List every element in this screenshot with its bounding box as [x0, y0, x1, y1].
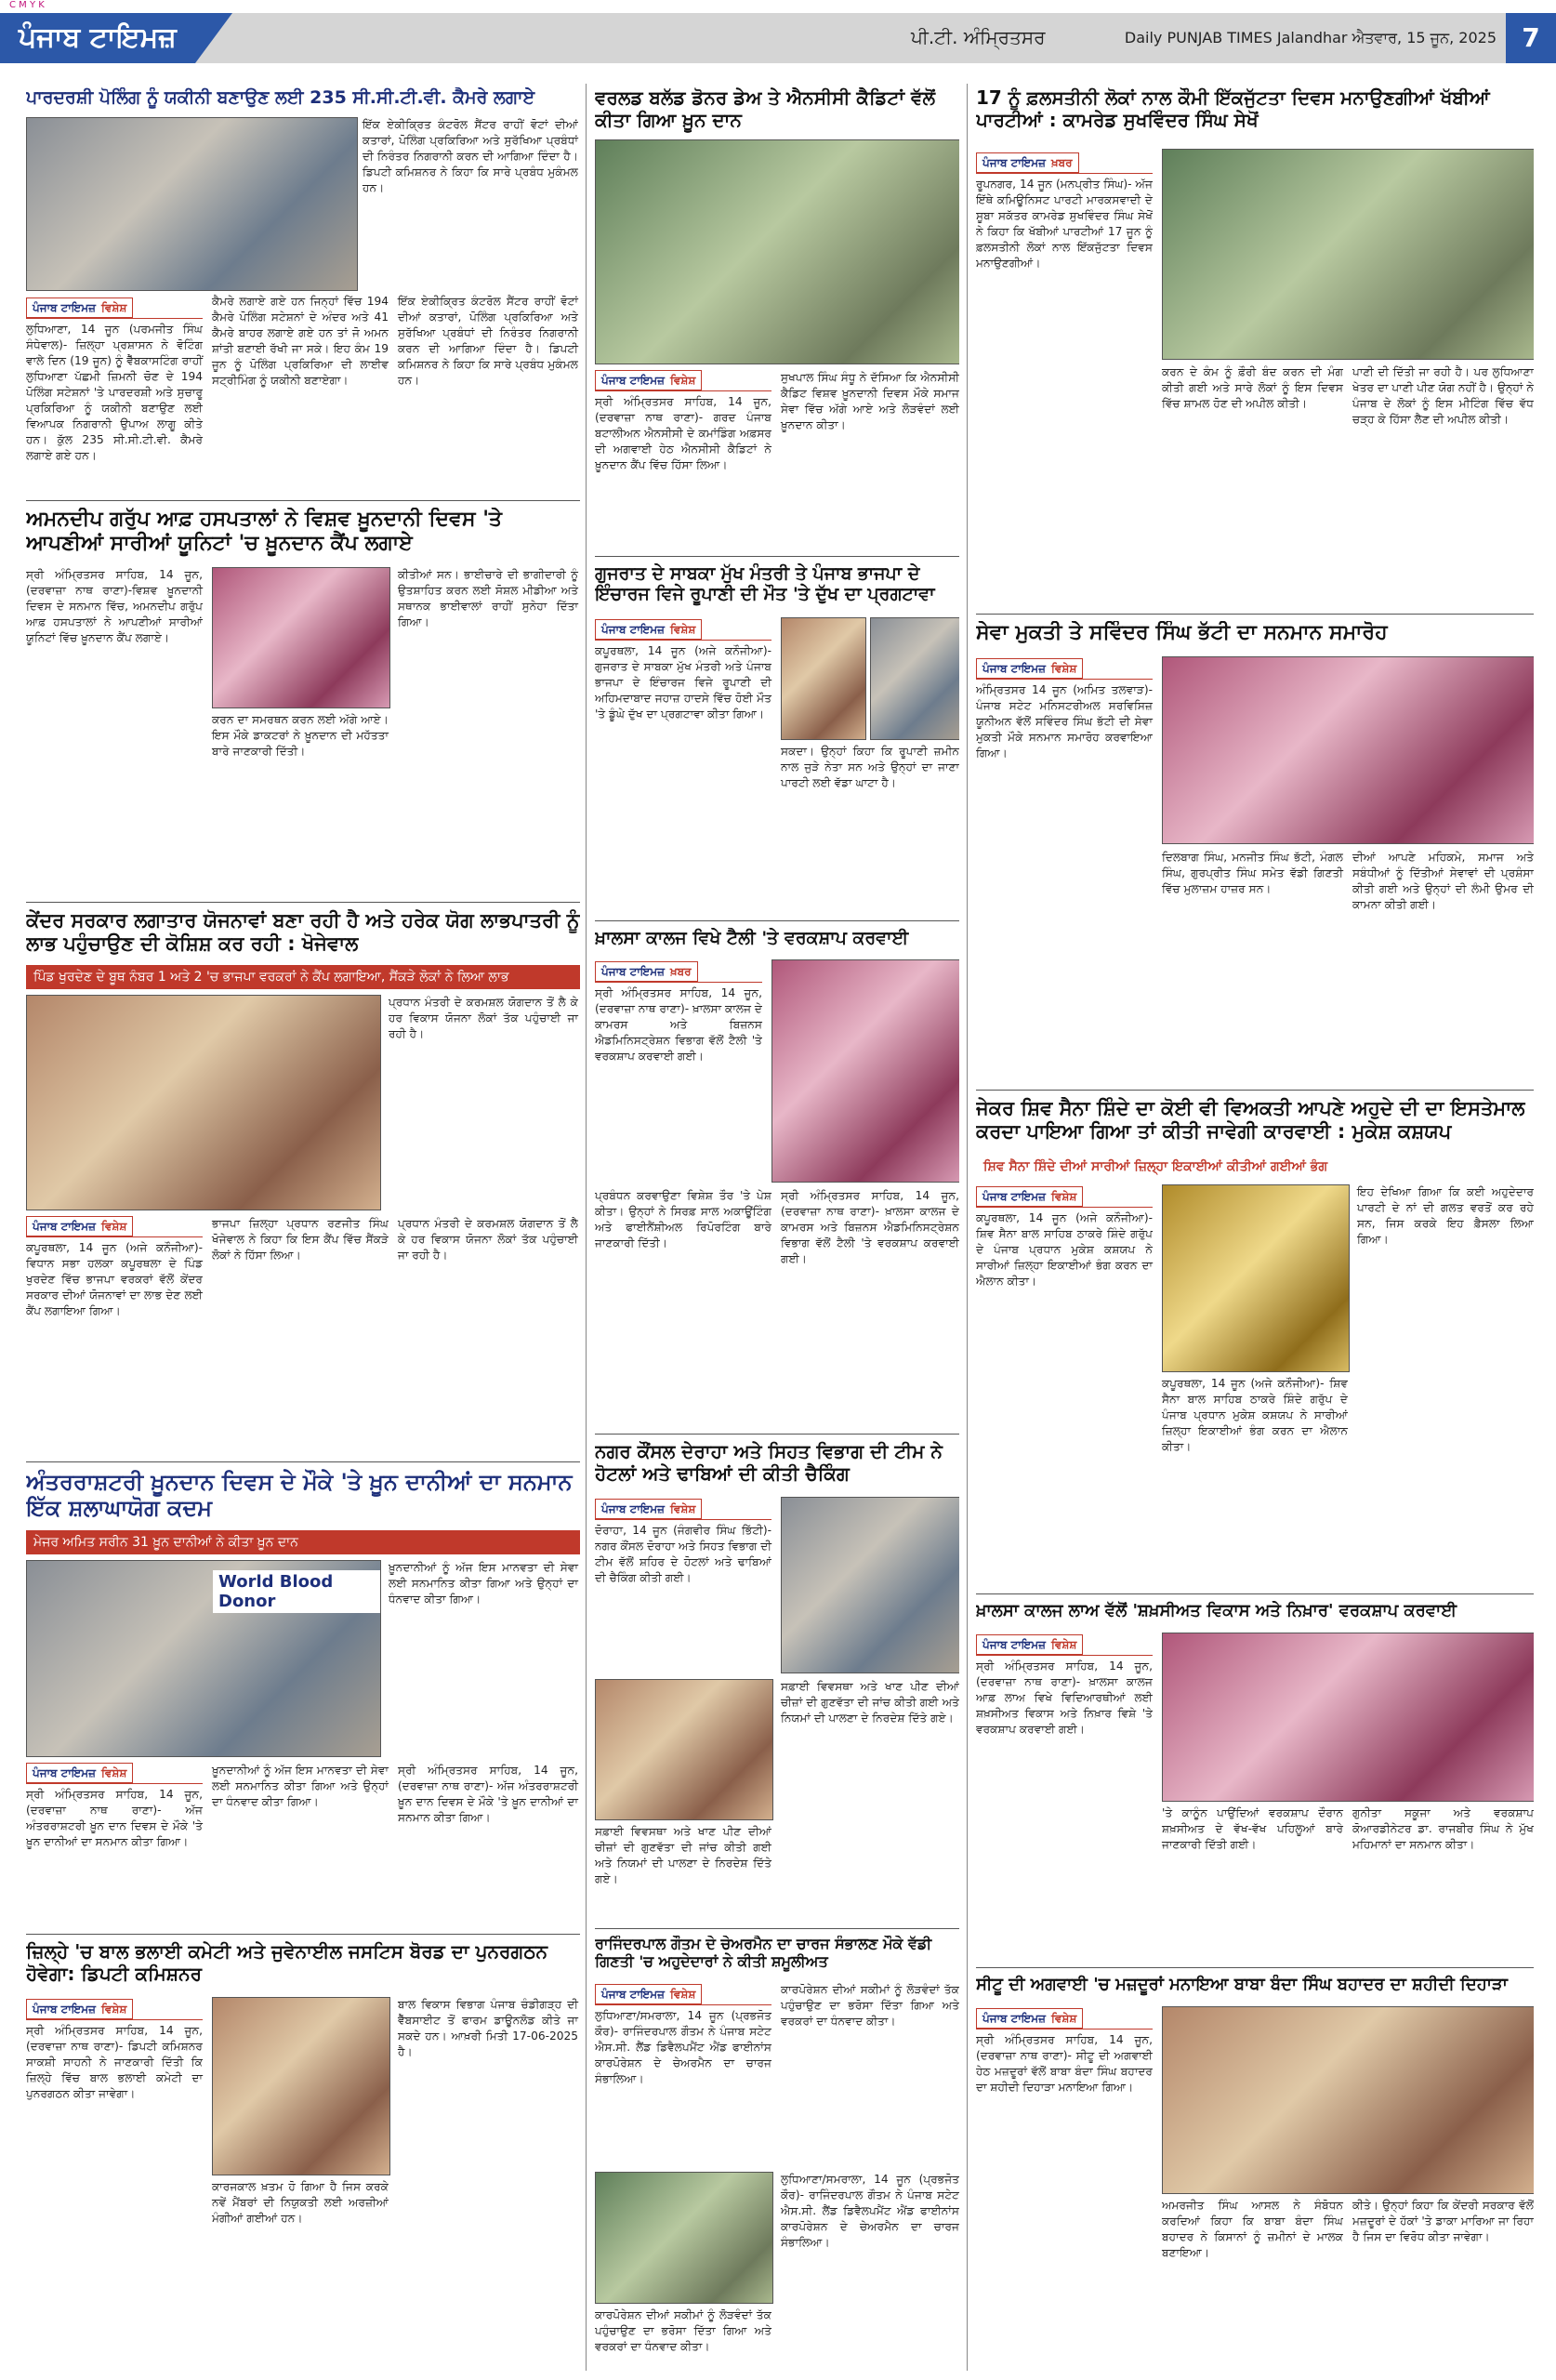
photo-vijay-rupani [781, 617, 866, 740]
story-text: ਸ੍ਰੀ ਅੰਮ੍ਰਿਤਸਰ ਸਾਹਿਬ, 14 ਜੂਨ, (ਦਰਵਾਜ਼ਾ ਨਾਥ ਰਾਣਾ)-ਵਿਸ਼ਵ ਖ਼ੂਨਦਾਨੀ ਦਿਵਸ ਦੇ ਸਨਮਾਨ ਵਿੱਚ, ਅਮਨਦੀਪ ਗਰੁੱਪ ਆਫ਼ ਹਸਪਤਾਲਾਂ ਨੇ ਆਪਣੀਆਂ ਸਾਰੀਆਂ ਯੂਨਿਟਾਂ ਵਿੱਚ ਖ਼ੂਨਦਾਨ ਕੈਂਪ ਲਗਾਏ। [26, 568, 203, 644]
tag-paper: ਪੰਜਾਬ ਟਾਇਮਜ਼ [982, 1638, 1046, 1651]
headline: ਜੇਕਰ ਸ਼ਿਵ ਸੈਨਾ ਸ਼ਿੰਦੇ ਦਾ ਕੋਈ ਵੀ ਵਿਅਕਤੀ ਆਪਣੇ ਅਹੁਦੇ ਦੀ ਦਾ ਇਸਤੇਮਾਲ ਕਰਦਾ ਪਾਇਆ ਗਿਆ ਤਾਂ ਕੀਤੀ ਜਾਵੇਗੀ ਕਾਰਵਾਈ : ਮੁਕੇਸ਼ ਕਸ਼ਯਪ [976, 1097, 1525, 1143]
subheadline: ਮੇਜਰ ਅਮਿਤ ਸਰੀਨ 31 ਖ਼ੂਨ ਦਾਨੀਆਂ ਨੇ ਕੀਤਾ ਖ਼ੂਨ ਦਾਨ [26, 1530, 580, 1554]
story-text: ਸਫ਼ਾਈ ਵਿਵਸਥਾ ਅਤੇ ਖਾਣ ਪੀਣ ਦੀਆਂ ਚੀਜ਼ਾਂ ਦੀ ਗੁਣਵੱਤਾ ਦੀ ਜਾਂਚ ਕੀਤੀ ਗਈ ਅਤੇ ਨਿਯਮਾਂ ਦੀ ਪਾਲਣਾ ਦੇ ਨਿਰਦੇਸ਼ ਦਿੱਤੇ ਗਏ। [781, 1680, 959, 1725]
byline-tag [26, 298, 203, 319]
story-text: ਇੱਕ ਏਕੀਕ੍ਰਿਤ ਕੰਟਰੋਲ ਸੈਂਟਰ ਰਾਹੀਂ ਵੋਟਾਂ ਦੀਆਂ ਕਤਾਰਾਂ, ਪੋਲਿੰਗ ਪ੍ਰਕਿਰਿਆ ਅਤੇ ਸੁਰੱਖਿਆ ਪ੍ਰਬੰਧਾਂ ਦੀ ਨਿਰੰਤਰ ਨਿਗਰਾਨੀ ਕਰਨ ਦੀ ਆਗਿਆ ਦਿੰਦਾ ਹੈ। ਡਿਪਟੀ ਕਮਿਸ਼ਨਰ ਨੇ ਕਿਹਾ ਕਿ ਸਾਰੇ ਪ੍ਰਬੰਧ ਮੁਕੰਮਲ ਹਨ। [398, 295, 578, 387]
story-gujarat [595, 563, 959, 917]
dateline: Daily PUNJAB TIMES Jalandhar ਐਤਵਾਰ, 15 ਜੂਨ, 2025 [1115, 13, 1506, 63]
byline-tag [976, 152, 1153, 174]
story-text: ਕਪੂਰਥਲਾ, 14 ਜੂਨ (ਅਜੇ ਕਨੌਜੀਆ)- ਵਿਧਾਨ ਸਭਾ ਹਲਕਾ ਕਪੂਰਥਲਾ ਦੇ ਪਿੰਡ ਖੁਰਦੇਣ ਵਿੱਚ ਭਾਜਪਾ ਵਰਕਰਾਂ ਵੱਲੋਂ ਕੇਂਦਰ ਸਰਕਾਰ ਦੀਆਂ ਯੋਜਨਾਵਾਂ ਦਾ ਲਾਭ ਦੇਣ ਲਈ ਕੈਂਪ ਲਗਾਇਆ ਗਿਆ। [26, 1241, 203, 1317]
story-text: ਲੁਧਿਆਣਾ, 14 ਜੂਨ (ਪਰਮਜੀਤ ਸਿੰਘ ਸੰਧੇਵਾਲ)- ਜ਼ਿਲ੍ਹਾ ਪ੍ਰਸ਼ਾਸਨ ਨੇ ਵੋਟਿੰਗ ਵਾਲੇ ਦਿਨ (19 ਜੂਨ) ਨੂੰ ਵੈੱਬਕਾਸਟਿੰਗ ਰਾਹੀਂ ਲੁਧਿਆਣਾ ਪੱਛਮੀ ਜ਼ਿਮਨੀ ਚੋਣ ਦੇ 194 ਪੋਲਿੰਗ ਸਟੇਸ਼ਨਾਂ 'ਤੇ ਪਾਰਦਰਸ਼ੀ ਅਤੇ ਸੁਚਾਰੂ ਪ੍ਰਕਿਰਿਆ ਨੂੰ ਯਕੀਨੀ ਬਣਾਉਣ ਲਈ ਵਿਆਪਕ ਨਿਗਰਾਨੀ ਉਪਾਅ ਲਾਗੂ ਕੀਤੇ ਹਨ। ਕੁੱਲ 235 ਸੀ.ਸੀ.ਟੀ.ਵੀ. ਕੈਮਰੇ ਲਗਾਏ ਗਏ ਹਨ। [26, 323, 203, 462]
headline: ਗੁਜਰਾਤ ਦੇ ਸਾਬਕਾ ਮੁੱਖ ਮੰਤਰੀ ਤੇ ਪੰਜਾਬ ਭਾਜਪਾ ਦੇ ਇੰਚਾਰਜ ਵਿਜੇ ਰੂਪਾਣੀ ਦੀ ਮੌਤ 'ਤੇ ਦੁੱਖ ਦਾ ਪ੍ਰਗਟਾਵਾ [595, 563, 935, 605]
story-text: ਪ੍ਰਬੰਧਨ ਕਰਵਾਉਣਾ ਵਿਸ਼ੇਸ਼ ਤੌਰ 'ਤੇ ਪੇਸ਼ ਕੀਤਾ। ਉਨ੍ਹਾਂ ਨੇ ਸਿਰਫ਼ ਸਾਲ ਅਕਾਊਂਟਿੰਗ ਅਤੇ ਫਾਈਨੈਂਸ਼ੀਅਲ ਰਿਪੋਰਟਿੰਗ ਬਾਰੇ ਜਾਣਕਾਰੀ ਦਿੱਤੀ। [595, 1189, 771, 1250]
divider [976, 1593, 1534, 1594]
subheadline: ਸ਼ਿਵ ਸੈਨਾ ਸ਼ਿੰਦੇ ਦੀਆਂ ਸਾਰੀਆਂ ਜ਼ਿਲ੍ਹਾ ਇਕਾਈਆਂ ਕੀਤੀਆਂ ਗਈਆਂ ਭੰਗ [976, 1155, 1534, 1179]
story-text: ਦੋਰਾਹਾ, 14 ਜੂਨ (ਜੰਗਵੀਰ ਸਿੰਘ ਭਿੱਟੀ)- ਨਗਰ ਕੌਂਸਲ ਦੋਰਾਹਾ ਅਤੇ ਸਿਹਤ ਵਿਭਾਗ ਦੀ ਟੀਮ ਵੱਲੋਂ ਸ਼ਹਿਰ ਦੇ ਹੋਟਲਾਂ ਅਤੇ ਢਾਬਿਆਂ ਦੀ ਚੈਕਿੰਗ ਕੀਤੀ ਗਈ। [595, 1524, 771, 1584]
masthead [0, 13, 1556, 63]
tag-news: ਖ਼ਬਰ [669, 965, 692, 978]
banner-text: World Blood Donor [213, 1570, 380, 1613]
story-text: ਸਫ਼ਾਈ ਵਿਵਸਥਾ ਅਤੇ ਖਾਣ ਪੀਣ ਦੀਆਂ ਚੀਜ਼ਾਂ ਦੀ ਗੁਣਵੱਤਾ ਦੀ ਜਾਂਚ ਕੀਤੀ ਗਈ ਅਤੇ ਨਿਯਮਾਂ ਦੀ ਪਾਲਣਾ ਦੇ ਨਿਰਦੇਸ਼ ਦਿੱਤੇ ਗਏ। [595, 1825, 771, 1885]
story-text: ਲੁਧਿਆਣਾ/ਸਮਰਾਲਾ, 14 ਜੂਨ (ਪ੍ਰਭਜੋਤ ਕੌਰ)- ਰਾਜਿੰਦਰਪਾਲ ਗੌਤਮ ਨੇ ਪੰਜਾਬ ਸਟੇਟ ਐਸ.ਸੀ. ਲੈਂਡ ਡਿਵੈਲਪਮੈਂਟ ਐਂਡ ਫਾਈਨਾਂਸ ਕਾਰਪੋਰੇਸ਼ਨ ਦੇ ਚੇਅਰਮੈਨ ਦਾ ਚਾਰਜ ਸੰਭਾਲਿਆ। [781, 2173, 959, 2249]
tag-special: ਵਿਸ਼ੇਸ਼ [669, 374, 696, 387]
headline: ਵਰਲਡ ਬਲੱਡ ਡੋਨਰ ਡੇਅ ਤੇ ਐਨਸੀਸੀ ਕੈਡਿਟਾਂ ਵੱਲੋਂ ਕੀਤਾ ਗਿਆ ਖ਼ੂਨ ਦਾਨ [595, 87, 935, 131]
tag-paper: ਪੰਜਾਬ ਟਾਇਮਜ਼ [982, 662, 1046, 675]
story-text: ਸ੍ਰੀ ਅੰਮ੍ਰਿਤਸਰ ਸਾਹਿਬ, 14 ਜੂਨ, (ਦਰਵਾਜ਼ਾ ਨਾਥ ਰਾਣਾ)- ਸੀਟੂ ਦੀ ਅਗਵਾਈ ਹੇਠ ਮਜ਼ਦੂਰਾਂ ਵੱਲੋਂ ਬਾਬਾ ਬੰਦਾ ਸਿੰਘ ਬਹਾਦਰ ਦਾ ਸ਼ਹੀਦੀ ਦਿਹਾੜਾ ਮਨਾਇਆ ਗਿਆ। [976, 2033, 1153, 2094]
divider [595, 1928, 959, 1929]
tag-special: ਵਿਸ਼ੇਸ਼ [1050, 1638, 1077, 1651]
tag-news: ਖ਼ਬਰ [1050, 156, 1073, 169]
story-text: ਲੁਧਿਆਣਾ/ਸਮਰਾਲਾ, 14 ਜੂਨ (ਪ੍ਰਭਜੋਤ ਕੌਰ)- ਰਾਜਿੰਦਰਪਾਲ ਗੌਤਮ ਨੇ ਪੰਜਾਬ ਸਟੇਟ ਐਸ.ਸੀ. ਲੈਂਡ ਡਿਵੈਲਪਮੈਂਟ ਐਂਡ ਫਾਈਨਾਂਸ ਕਾਰਪੋਰੇਸ਼ਨ ਦੇ ਚੇਅਰਮੈਨ ਦਾ ਚਾਰਜ ਸੰਭਾਲਿਆ। [595, 2009, 771, 2085]
story-text: ਕੀਤੇ। ਉਨ੍ਹਾਂ ਕਿਹਾ ਕਿ ਕੇਂਦਰੀ ਸਰਕਾਰ ਵੱਲੋਂ ਮਜ਼ਦੂਰਾਂ ਦੇ ਹੱਕਾਂ 'ਤੇ ਡਾਕਾ ਮਾਰਿਆ ਜਾ ਰਿਹਾ ਹੈ ਜਿਸ ਦਾ ਵਿਰੋਧ ਕੀਤਾ ਜਾਵੇਗਾ। [1352, 2199, 1534, 2243]
photo-law-workshop [1162, 1633, 1534, 1802]
story-text: ਦਿਲਬਾਗ ਸਿੰਘ, ਮਨਜੀਤ ਸਿੰਘ ਭੱਟੀ, ਮੰਗਲ ਸਿੰਘ, ਗੁਰਪ੍ਰੀਤ ਸਿੰਘ ਸਮੇਤ ਵੱਡੀ ਗਿਣਤੀ ਵਿੱਚ ਮੁਲਾਜ਼ਮ ਹਾਜ਼ਰ ਸਨ। [1162, 851, 1343, 895]
story-palestine [976, 87, 1534, 608]
tag-paper: ਪੰਜਾਬ ਟਾਇਮਜ਼ [33, 2003, 96, 2016]
story-text: ਗੁਨੀਤਾ ਸਕੂਜਾ ਅਤੇ ਵਰਕਸ਼ਾਪ ਕੋਆਰਡੀਨੇਟਰ ਡਾ. ਰਾਜਬੀਰ ਸਿੰਘ ਨੇ ਮੁੱਖ ਮਹਿਮਾਨਾਂ ਦਾ ਸਨਮਾਨ ਕੀਤਾ। [1352, 1806, 1534, 1851]
tag-paper: ਪੰਜਾਬ ਟਾਇਮਜ਼ [33, 1766, 96, 1779]
tag-paper: ਪੰਜਾਬ ਟਾਇਮਜ਼ [601, 623, 665, 636]
tag-special: ਵਿਸ਼ੇਸ਼ [100, 301, 127, 314]
photo-ncc-cadets [595, 139, 959, 364]
story-amandeep [26, 508, 580, 898]
story-text: ਬਾਲ ਵਿਕਾਸ ਵਿਭਾਗ ਪੰਜਾਬ ਚੰਡੀਗੜ੍ਹ ਦੀ ਵੈੱਬਸਾਈਟ ਤੋਂ ਫਾਰਮ ਡਾਊਨਲੋਡ ਕੀਤੇ ਜਾ ਸਕਦੇ ਹਨ। ਆਖ਼ਰੀ ਮਿਤੀ 17-06-2025 ਹੈ। [398, 1998, 578, 2058]
divider [595, 556, 959, 557]
masthead-band [195, 13, 1115, 63]
story-text: ਇੱਕ ਏਕੀਕ੍ਰਿਤ ਕੰਟਰੋਲ ਸੈਂਟਰ ਰਾਹੀਂ ਵੋਟਾਂ ਦੀਆਂ ਕਤਾਰਾਂ, ਪੋਲਿੰਗ ਪ੍ਰਕਿਰਿਆ ਅਤੇ ਸੁਰੱਖਿਆ ਪ੍ਰਬੰਧਾਂ ਦੀ ਨਿਰੰਤਰ ਨਿਗਰਾਨੀ ਕਰਨ ਦੀ ਆਗਿਆ ਦਿੰਦਾ ਹੈ। ਡਿਪਟੀ ਕਮਿਸ਼ਨਰ ਨੇ ਕਿਹਾ ਕਿ ਸਾਰੇ ਪ੍ਰਬੰਧ ਮੁਕੰਮਲ ਹਨ। [363, 118, 578, 194]
photo-tally-workshop [771, 959, 959, 1183]
tag-paper: ਪੰਜਾਬ ਟਾਇਮਜ਼ [982, 156, 1046, 169]
photo-blood-donor-honour [26, 1560, 381, 1757]
story-text: ਕਰਨ ਦਾ ਸਮਰਥਨ ਕਰਨ ਲਈ ਅੱਗੇ ਆਏ। ਇਸ ਮੌਕੇ ਡਾਕਟਰਾਂ ਨੇ ਖ਼ੂਨਦਾਨ ਦੀ ਮਹੱਤਤਾ ਬਾਰੇ ਜਾਣਕਾਰੀ ਦਿੱਤੀ। [212, 713, 389, 758]
tag-paper: ਪੰਜਾਬ ਟਾਇਮਜ਼ [33, 301, 96, 314]
byline-tag [976, 1186, 1153, 1208]
byline-tag [26, 1999, 203, 2020]
story-text: ਸਕਦਾ। ਉਨ੍ਹਾਂ ਕਿਹਾ ਕਿ ਰੂਪਾਣੀ ਜ਼ਮੀਨ ਨਾਲ ਜੁੜੇ ਨੇਤਾ ਸਨ ਅਤੇ ਉਨ੍ਹਾਂ ਦਾ ਜਾਣਾ ਪਾਰਟੀ ਲਈ ਵੱਡਾ ਘਾਟਾ ਹੈ। [781, 745, 959, 789]
story-nagar-council [595, 1441, 959, 1924]
story-text: ਦੀਆਂ ਆਪਣੇ ਮਹਿਕਮੇ, ਸਮਾਜ ਅਤੇ ਸਬੰਧੀਆਂ ਨੂੰ ਦਿੱਤੀਆਂ ਸੇਵਾਵਾਂ ਦੀ ਪ੍ਰਸ਼ੰਸਾ ਕੀਤੀ ਗਈ ਅਤੇ ਉਨ੍ਹਾਂ ਦੀ ਲੰਮੀ ਉਮਰ ਦੀ ਕਾਮਨਾ ਕੀਤੀ ਗਈ। [1352, 851, 1534, 911]
story-text: ਕਾਰਪੋਰੇਸ਼ਨ ਦੀਆਂ ਸਕੀਮਾਂ ਨੂੰ ਲੋੜਵੰਦਾਂ ਤੱਕ ਪਹੁੰਚਾਉਣ ਦਾ ਭਰੋਸਾ ਦਿੱਤਾ ਗਿਆ ਅਤੇ ਵਰਕਰਾਂ ਦਾ ਧੰਨਵਾਦ ਕੀਤਾ। [781, 1983, 959, 2028]
byline-tag [976, 1634, 1153, 1656]
story-text: ਕਾਰਜਕਾਲ ਖ਼ਤਮ ਹੋ ਗਿਆ ਹੈ ਜਿਸ ਕਰਕੇ ਨਵੇਂ ਮੈਂਬਰਾਂ ਦੀ ਨਿਯੁਕਤੀ ਲਈ ਅਰਜ਼ੀਆਂ ਮੰਗੀਆਂ ਗਈਆਂ ਹਨ। [212, 2180, 389, 2225]
tag-paper: ਪੰਜਾਬ ਟਾਇਮਜ਼ [601, 1988, 665, 2001]
photo-deputy-commissioner [212, 1997, 390, 2175]
story-text: ਕੀਤੀਆਂ ਸਨ। ਭਾਈਚਾਰੇ ਦੀ ਭਾਗੀਦਾਰੀ ਨੂੰ ਉਤਸ਼ਾਹਿਤ ਕਰਨ ਲਈ ਸੋਸ਼ਲ ਮੀਡੀਆ ਅਤੇ ਸਥਾਨਕ ਭਾਈਵਾਲਾਂ ਰਾਹੀਂ ਸੁਨੇਹਾ ਦਿੱਤਾ ਗਿਆ। [398, 568, 578, 628]
divider [595, 1434, 959, 1435]
headline: ਜ਼ਿਲ੍ਹੇ 'ਚ ਬਾਲ ਭਲਾਈ ਕਮੇਟੀ ਅਤੇ ਜੁਵੇਨਾਈਲ ਜਸਟਿਸ ਬੋਰਡ ਦਾ ਪੁਨਰਗਠਨ ਹੋਵੇਗਾ: ਡਿਪਟੀ ਕਮਿਸ਼ਨਰ [26, 1941, 547, 1985]
divider [26, 902, 580, 903]
tag-paper: ਪੰਜਾਬ ਟਾਇਮਜ਼ [601, 374, 665, 387]
divider [26, 1934, 580, 1935]
story-ncc-blood [595, 87, 959, 552]
tag-special: ਵਿਸ਼ੇਸ਼ [1050, 2012, 1077, 2025]
byline-tag [595, 961, 762, 983]
tag-special: ਵਿਸ਼ੇਸ਼ [669, 1988, 696, 2001]
story-text: ਕਪੂਰਥਲਾ, 14 ਜੂਨ (ਅਜੇ ਕਨੌਜੀਆ)- ਸ਼ਿਵ ਸੈਨਾ ਬਾਲ ਸਾਹਿਬ ਠਾਕਰੇ ਸ਼ਿੰਦੇ ਗਰੁੱਪ ਦੇ ਪੰਜਾਬ ਪ੍ਰਧਾਨ ਮੁਕੇਸ਼ ਕਸ਼ਯਪ ਨੇ ਸਾਰੀਆਂ ਜ਼ਿਲ੍ਹਾ ਇਕਾਈਆਂ ਭੰਗ ਕਰਨ ਦਾ ਐਲਾਨ ਕੀਤਾ। [1162, 1377, 1348, 1453]
byline-tag [595, 619, 771, 641]
edition-city: ਪੀ.ਟੀ. ਅੰਮ੍ਰਿਤਸਰ [911, 26, 1046, 48]
headline: ਨਗਰ ਕੌਂਸਲ ਦੇਰਾਹਾ ਅਤੇ ਸਿਹਤ ਵਿਭਾਗ ਦੀ ਟੀਮ ਨੇ ਹੋਟਲਾਂ ਅਤੇ ਢਾਬਿਆਂ ਦੀ ਕੀਤੀ ਚੈਕਿੰਗ [595, 1441, 943, 1485]
story-text: ਸੁਖਪਾਲ ਸਿੰਘ ਸੰਧੂ ਨੇ ਦੱਸਿਆ ਕਿ ਐਨਸੀਸੀ ਕੈਡਿਟ ਵਿਸ਼ਵ ਖ਼ੂਨਦਾਨੀ ਦਿਵਸ ਮੌਕੇ ਸਮਾਜ ਸੇਵਾ ਵਿੱਚ ਅੱਗੇ ਆਏ ਅਤੇ ਲੋੜਵੰਦਾਂ ਲਈ ਖ਼ੂਨਦਾਨ ਕੀਤਾ। [781, 371, 959, 431]
divider [976, 614, 1534, 615]
photo-blood-camp [212, 567, 390, 708]
byline-tag [976, 658, 1153, 680]
story-child-welfare [26, 1941, 580, 2373]
story-cctv [26, 87, 580, 496]
newspaper-logo: ਪੰਜਾਬ ਟਾਇਮਜ਼ [0, 13, 195, 63]
story-text: ਕਪੂਰਥਲਾ, 14 ਜੂਨ (ਅਜੇ ਕਨੌਜੀਆ)- ਗੁਜਰਾਤ ਦੇ ਸਾਬਕਾ ਮੁੱਖ ਮੰਤਰੀ ਅਤੇ ਪੰਜਾਬ ਭਾਜਪਾ ਦੇ ਇੰਚਾਰਜ ਵਿਜੇ ਰੂਪਾਣੀ ਦੀ ਅਹਿਮਦਾਬਾਦ ਜਹਾਜ਼ ਹਾਦਸੇ ਵਿੱਚ ਹੋਈ ਮੌਤ 'ਤੇ ਡੂੰਘੇ ਦੁੱਖ ਦਾ ਪ੍ਰਗਟਾਵਾ ਕੀਤਾ ਗਿਆ। [595, 644, 771, 721]
story-text: ਪ੍ਰਧਾਨ ਮੰਤਰੀ ਦੇ ਕਰਮਸ਼ਲ ਯੋਗਦਾਨ ਤੋਂ ਲੈ ਕੇ ਹਰ ਵਿਕਾਸ ਯੋਜਨਾ ਲੋਕਾਂ ਤੱਕ ਪਹੁੰਚਾਈ ਜਾ ਰਹੀ ਹੈ। [389, 996, 578, 1040]
photo-citu-rally [1162, 2006, 1534, 2194]
story-text: ਸ੍ਰੀ ਅੰਮ੍ਰਿਤਸਰ ਸਾਹਿਬ, 14 ਜੂਨ, (ਦਰਵਾਜ਼ਾ ਨਾਥ ਰਾਣਾ)- ਡਿਪਟੀ ਕਮਿਸ਼ਨਰ ਸਾਕਸ਼ੀ ਸਾਹਨੀ ਨੇ ਜਾਣਕਾਰੀ ਦਿੱਤੀ ਕਿ ਜ਼ਿਲ੍ਹੇ ਵਿੱਚ ਬਾਲ ਭਲਾਈ ਕਮੇਟੀ ਦਾ ਪੁਨਰਗਠਨ ਕੀਤਾ ਜਾਵੇਗਾ। [26, 2024, 203, 2100]
headline: ਰਾਜਿੰਦਰਪਾਲ ਗੌਤਮ ਦੇ ਚੇਅਰਮੈਨ ਦਾ ਚਾਰਜ ਸੰਭਾਲਣ ਮੌਕੇ ਵੱਡੀ ਗਿਣਤੀ 'ਚ ਅਹੁਦੇਦਾਰਾਂ ਨੇ ਕੀਤੀ ਸ਼ਮੂਲੀਅਤ [595, 1936, 932, 1970]
photo-inspection-team [781, 1497, 959, 1673]
tag-paper: ਪੰਜਾਬ ਟਾਇਮਜ਼ [982, 1190, 1046, 1203]
story-text: ਸ੍ਰੀ ਅੰਮ੍ਰਿਤਸਰ ਸਾਹਿਬ, 14 ਜੂਨ, (ਦਰਵਾਜ਼ਾ ਨਾਥ ਰਾਣਾ)- ਅੱਜ ਅੰਤਰਰਾਸ਼ਟਰੀ ਖ਼ੂਨ ਦਾਨ ਦਿਵਸ ਦੇ ਮੌਕੇ 'ਤੇ ਖ਼ੂਨ ਦਾਨੀਆਂ ਦਾ ਸਨਮਾਨ ਕੀਤਾ ਗਿਆ। [26, 1788, 203, 1848]
headline: ਪਾਰਦਰਸ਼ੀ ਪੋਲਿੰਗ ਨੂੰ ਯਕੀਨੀ ਬਣਾਉਣ ਲਈ 235 ਸੀ.ਸੀ.ਟੀ.ਵੀ. ਕੈਮਰੇ ਲਗਾਏ [26, 87, 535, 108]
tag-paper: ਪੰਜਾਬ ਟਾਇਮਜ਼ [601, 1502, 665, 1515]
story-text: ਖ਼ੂਨਦਾਨੀਆਂ ਨੂੰ ਅੱਜ ਇਸ ਮਾਨਵਤਾ ਦੀ ਸੇਵਾ ਲਈ ਸਨਮਾਨਿਤ ਕੀਤਾ ਗਿਆ ਅਤੇ ਉਨ੍ਹਾਂ ਦਾ ਧੰਨਵਾਦ ਕੀਤਾ ਗਿਆ। [212, 1764, 389, 1808]
story-text: ਸ੍ਰੀ ਅੰਮ੍ਰਿਤਸਰ ਸਾਹਿਬ, 14 ਜੂਨ, (ਦਰਵਾਜ਼ਾ ਨਾਥ ਰਾਣਾ)- ਗਰਦ ਪੰਜਾਬ ਬਟਾਲੀਅਨ ਐਨਸੀਸੀ ਦੇ ਕਮਾਂਡਿੰਗ ਅਫ਼ਸਰ ਦੀ ਅਗਵਾਈ ਹੇਠ ਐਨਸੀਸੀ ਕੈਡਿਟਾਂ ਨੇ ਖ਼ੂਨਦਾਨ ਕੈਂਪ ਵਿੱਚ ਹਿੱਸਾ ਲਿਆ। [595, 395, 771, 471]
photo-mukesh-kashyap [1162, 1184, 1350, 1372]
byline-tag [976, 2008, 1153, 2030]
tag-special: ਵਿਸ਼ੇਸ਼ [100, 1766, 127, 1779]
photo-bjp-leader [870, 617, 959, 740]
story-text: ਸ੍ਰੀ ਅੰਮ੍ਰਿਤਸਰ ਸਾਹਿਬ, 14 ਜੂਨ, (ਦਰਵਾਜ਼ਾ ਨਾਥ ਰਾਣਾ)- ਅੱਜ ਅੰਤਰਰਾਸ਼ਟਰੀ ਖ਼ੂਨ ਦਾਨ ਦਿਵਸ ਦੇ ਮੌਕੇ 'ਤੇ ਖ਼ੂਨ ਦਾਨੀਆਂ ਦਾ ਸਨਮਾਨ ਕੀਤਾ ਗਿਆ। [398, 1764, 578, 1824]
story-text: ਖ਼ੂਨਦਾਨੀਆਂ ਨੂੰ ਅੱਜ ਇਸ ਮਾਨਵਤਾ ਦੀ ਸੇਵਾ ਲਈ ਸਨਮਾਨਿਤ ਕੀਤਾ ਗਿਆ ਅਤੇ ਉਨ੍ਹਾਂ ਦਾ ਧੰਨਵਾਦ ਕੀਤਾ ਗਿਆ। [389, 1561, 578, 1606]
photo-chairman-ceremony [595, 2172, 773, 2304]
headline: 17 ਨੂੰ ਫ਼ਲਸਤੀਨੀ ਲੋਕਾਂ ਨਾਲ ਕੌਮੀ ਇੱਕਜੁੱਟਤਾ ਦਿਵਸ ਮਨਾਉਣਗੀਆਂ ਖੱਬੀਆਂ ਪਾਰਟੀਆਂ : ਕਾਮਰੇਡ ਸੁਖਵਿੰਦਰ ਸਿੰਘ ਸੇਖੋਂ [976, 87, 1490, 131]
headline: ਅੰਤਰਰਾਸ਼ਟਰੀ ਖ਼ੂਨਦਾਨ ਦਿਵਸ ਦੇ ਮੌਕੇ 'ਤੇ ਖ਼ੂਨ ਦਾਨੀਆਂ ਦਾ ਸਨਮਾਨ ਇੱਕ ਸ਼ਲਾਘਾਯੋਗ ਕਦਮ [26, 1469, 573, 1522]
tag-special: ਵਿਸ਼ੇਸ਼ [669, 623, 696, 636]
photo-cctv-control-room [26, 117, 358, 291]
column-rule [967, 84, 968, 2371]
story-text: ਅੰਮ੍ਰਿਤਸਰ 14 ਜੂਨ (ਅਮਿਤ ਤਲਵਾੜ)- ਪੰਜਾਬ ਸਟੇਟ ਮਨਿਸਟਰੀਅਲ ਸਰਵਿਸਿਜ਼ ਯੂਨੀਅਨ ਵੱਲੋਂ ਸਵਿੰਦਰ ਸਿੰਘ ਭੱਟੀ ਦੀ ਸੇਵਾ ਮੁਕਤੀ ਮੌਕੇ ਸਨਮਾਨ ਸਮਾਰੋਹ ਕਰਵਾਇਆ ਗਿਆ। [976, 683, 1153, 760]
photo-left-parties-meeting [1162, 149, 1534, 360]
story-khalsa-tally [595, 928, 959, 1430]
tag-special: ਵਿਸ਼ੇਸ਼ [1050, 662, 1077, 675]
story-text: ਰੂਪਨਗਰ, 14 ਜੂਨ (ਮਨਪ੍ਰੀਤ ਸਿੰਘ)- ਅੱਜ ਇੱਥੇ ਕਮਿਊਨਿਸਟ ਪਾਰਟੀ ਮਾਰਕਸਵਾਦੀ ਦੇ ਸੂਬਾ ਸਕੱਤਰ ਕਾਮਰੇਡ ਸੁਖਵਿੰਦਰ ਸਿੰਘ ਸੇਖੋਂ ਨੇ ਕਿਹਾ ਕਿ ਖੱਬੀਆਂ ਪਾਰਟੀਆਂ 17 ਜੂਨ ਨੂੰ ਫ਼ਲਸਤੀਨੀ ਲੋਕਾਂ ਨਾਲ ਇੱਕਜੁੱਟਤਾ ਦਿਵਸ ਮਨਾਉਣਗੀਆਂ। [976, 178, 1153, 270]
story-mukesh-kashyap [976, 1097, 1534, 1590]
story-text: ਕਾਰਪੋਰੇਸ਼ਨ ਦੀਆਂ ਸਕੀਮਾਂ ਨੂੰ ਲੋੜਵੰਦਾਂ ਤੱਕ ਪਹੁੰਚਾਉਣ ਦਾ ਭਰੋਸਾ ਦਿੱਤਾ ਗਿਆ ਅਤੇ ਵਰਕਰਾਂ ਦਾ ਧੰਨਵਾਦ ਕੀਤਾ। [595, 2308, 771, 2353]
photo-bjp-camp [26, 995, 381, 1210]
photo-retirement-ceremony [1162, 656, 1534, 844]
divider [976, 1090, 1534, 1091]
story-text: ਅਮਰਜੀਤ ਸਿੰਘ ਆਸਲ ਨੇ ਸੰਬੋਧਨ ਕਰਦਿਆਂ ਕਿਹਾ ਕਿ ਬਾਬਾ ਬੰਦਾ ਸਿੰਘ ਬਹਾਦਰ ਨੇ ਕਿਸਾਨਾਂ ਨੂੰ ਜ਼ਮੀਨਾਂ ਦੇ ਮਾਲਕ ਬਣਾਇਆ। [1162, 2199, 1343, 2259]
story-text: ਕਰਨ ਦੇ ਕੰਮ ਨੂੰ ਫ਼ੌਰੀ ਬੰਦ ਕਰਨ ਦੀ ਮੰਗ ਕੀਤੀ ਗਈ ਅਤੇ ਸਾਰੇ ਲੋਕਾਂ ਨੂੰ ਇਸ ਦਿਵਸ ਵਿੱਚ ਸ਼ਾਮਲ ਹੋਣ ਦੀ ਅਪੀਲ ਕੀਤੀ। [1162, 365, 1343, 410]
headline: ਅਮਨਦੀਪ ਗਰੁੱਪ ਆਫ਼ ਹਸਪਤਾਲਾਂ ਨੇ ਵਿਸ਼ਵ ਖ਼ੂਨਦਾਨੀ ਦਿਵਸ 'ਤੇ ਆਪਣੀਆਂ ਸਾਰੀਆਂ ਯੂਨਿਟਾਂ 'ਚ ਖ਼ੂਨਦਾਨ ਕੈਂਪ ਲਗਾਏ [26, 508, 503, 555]
headline: ਖ਼ਾਲਸਾ ਕਾਲਜ ਵਿਖੇ ਟੈਲੀ 'ਤੇ ਵਰਕਸ਼ਾਪ ਕਰਵਾਈ [595, 928, 909, 948]
story-text: ਸ੍ਰੀ ਅੰਮ੍ਰਿਤਸਰ ਸਾਹਿਬ, 14 ਜੂਨ, (ਦਰਵਾਜ਼ਾ ਨਾਥ ਰਾਣਾ)- ਖ਼ਾਲਸਾ ਕਾਲਜ ਦੇ ਕਾਮਰਸ ਅਤੇ ਬਿਜ਼ਨਸ ਐਡਮਿਨਿਸਟ੍ਰੇਸ਼ਨ ਵਿਭਾਗ ਵੱਲੋਂ ਟੈਲੀ 'ਤੇ ਵਰਕਸ਼ਾਪ ਕਰਵਾਈ ਗਈ। [781, 1189, 959, 1265]
tag-paper: ਪੰਜਾਬ ਟਾਇਮਜ਼ [982, 2012, 1046, 2025]
byline-tag [26, 1216, 203, 1237]
tag-special: ਵਿਸ਼ੇਸ਼ [1050, 1190, 1077, 1203]
cmyk-strip: C M Y K [9, 0, 45, 10]
story-text: ਸ੍ਰੀ ਅੰਮ੍ਰਿਤਸਰ ਸਾਹਿਬ, 14 ਜੂਨ, (ਦਰਵਾਜ਼ਾ ਨਾਥ ਰਾਣਾ)- ਖ਼ਾਲਸਾ ਕਾਲਜ ਦੇ ਕਾਮਰਸ ਅਤੇ ਬਿਜ਼ਨਸ ਐਡਮਿਨਿਸਟ੍ਰੇਸ਼ਨ ਵਿਭਾਗ ਵੱਲੋਂ ਟੈਲੀ 'ਤੇ ਵਰਕਸ਼ਾਪ ਕਰਵਾਈ ਗਈ। [595, 986, 762, 1063]
story-text: ਸ੍ਰੀ ਅੰਮ੍ਰਿਤਸਰ ਸਾਹਿਬ, 14 ਜੂਨ, (ਦਰਵਾਜ਼ਾ ਨਾਥ ਰਾਣਾ)- ਖ਼ਾਲਸਾ ਕਾਲਜ ਆਫ਼ ਲਾਅ ਵਿਖੇ ਵਿਦਿਆਰਥੀਆਂ ਲਈ ਸ਼ਖ਼ਸੀਅਤ ਵਿਕਾਸ ਅਤੇ ਨਿਖ਼ਾਰ ਵਿਸ਼ੇ 'ਤੇ ਵਰਕਸ਼ਾਪ ਕਰਵਾਈ ਗਈ। [976, 1659, 1153, 1736]
byline-tag [595, 370, 771, 391]
photo-dhaba-kitchen [595, 1679, 773, 1820]
story-text: ਪਾਣੀ ਦੀ ਦਿੱਤੀ ਜਾ ਰਹੀ ਹੈ। ਪਰ ਲੁਧਿਆਣਾ ਖੇਤਰ ਦਾ ਪਾਣੀ ਪੀਣ ਯੋਗ ਨਹੀਂ ਹੈ। ਉਨ੍ਹਾਂ ਨੇ ਪੰਜਾਬ ਦੇ ਲੋਕਾਂ ਨੂੰ ਇਸ ਮੀਟਿੰਗ ਵਿੱਚ ਵੱਧ ਚੜ੍ਹ ਕੇ ਹਿੱਸਾ ਲੈਣ ਦੀ ਅਪੀਲ ਕੀਤੀ। [1352, 365, 1534, 426]
headline: ਕੇਂਦਰ ਸਰਕਾਰ ਲਗਾਤਾਰ ਯੋਜਨਾਵਾਂ ਬਣਾ ਰਹੀ ਹੈ ਅਤੇ ਹਰੇਕ ਯੋਗ ਲਾਭਪਾਤਰੀ ਨੂੰ ਲਾਭ ਪਹੁੰਚਾਉਣ ਦੀ ਕੋਸ਼ਿਸ਼ ਕਰ ਰਹੀ : ਖੋਜੇਵਾਲ [26, 909, 580, 955]
story-text: ਕਪੂਰਥਲਾ, 14 ਜੂਨ (ਅਜੇ ਕਨੌਜੀਆ)- ਸ਼ਿਵ ਸੈਨਾ ਬਾਲ ਸਾਹਿਬ ਠਾਕਰੇ ਸ਼ਿੰਦੇ ਗਰੁੱਪ ਦੇ ਪੰਜਾਬ ਪ੍ਰਧਾਨ ਮੁਕੇਸ਼ ਕਸ਼ਯਪ ਨੇ ਸਾਰੀਆਂ ਜ਼ਿਲ੍ਹਾ ਇਕਾਈਆਂ ਭੰਗ ਕਰਨ ਦਾ ਐਲਾਨ ਕੀਤਾ। [976, 1211, 1153, 1288]
story-baba-banda [976, 1975, 1534, 2373]
byline-tag [595, 1499, 771, 1520]
page-number: 7 [1506, 13, 1556, 63]
subheadline: ਪਿੰਡ ਖੁਰਦੇਣ ਦੇ ਬੂਥ ਨੰਬਰ 1 ਅਤੇ 2 'ਚ ਭਾਜਪਾ ਵਰਕਰਾਂ ਨੇ ਕੈਂਪ ਲਗਾਇਆ, ਸੈਂਕੜੇ ਲੋਕਾਂ ਨੇ ਲਿਆ ਲਾਭ [26, 965, 580, 989]
divider [26, 1461, 580, 1462]
headline: ਖ਼ਾਲਸਾ ਕਾਲਜ ਲਾਅ ਵੱਲੋਂ 'ਸ਼ਖ਼ਸੀਅਤ ਵਿਕਾਸ ਅਤੇ ਨਿਖ਼ਾਰ' ਵਰਕਸ਼ਾਪ ਕਰਵਾਈ [976, 1601, 1457, 1620]
story-text: ਭਾਜਪਾ ਜ਼ਿਲ੍ਹਾ ਪ੍ਰਧਾਨ ਰਣਜੀਤ ਸਿੰਘ ਖੋਜੇਵਾਲ ਨੇ ਕਿਹਾ ਕਿ ਇਸ ਕੈਂਪ ਵਿੱਚ ਸੈਂਕੜੇ ਲੋਕਾਂ ਨੇ ਹਿੱਸਾ ਲਿਆ। [212, 1217, 389, 1262]
tag-special: ਵਿਸ਼ੇਸ਼ [100, 2003, 127, 2016]
tag-special: ਵਿਸ਼ੇਸ਼ [100, 1220, 127, 1233]
story-text: 'ਤੇ ਕਾਨੂੰਨ ਪਾਉਂਦਿਆਂ ਵਰਕਸ਼ਾਪ ਦੌਰਾਨ ਸ਼ਖ਼ਸੀਅਤ ਦੇ ਵੱਖ-ਵੱਖ ਪਹਿਲੂਆਂ ਬਾਰੇ ਜਾਣਕਾਰੀ ਦਿੱਤੀ ਗਈ। [1162, 1806, 1343, 1851]
story-text: ਕੈਮਰੇ ਲਗਾਏ ਗਏ ਹਨ ਜਿਨ੍ਹਾਂ ਵਿੱਚ 194 ਕੈਮਰੇ ਪੋਲਿੰਗ ਸਟੇਸ਼ਨਾਂ ਦੇ ਅੰਦਰ ਅਤੇ 41 ਕੈਮਰੇ ਬਾਹਰ ਲਗਾਏ ਗਏ ਹਨ ਤਾਂ ਜੋ ਅਮਨ ਸ਼ਾਂਤੀ ਬਣਾਈ ਰੱਖੀ ਜਾ ਸਕੇ। ਇਹ ਕੰਮ 19 ਜੂਨ ਨੂੰ ਪੋਲਿੰਗ ਪ੍ਰਕਿਰਿਆ ਦੀ ਲਾਈਵ ਸਟ੍ਰੀਮਿੰਗ ਨੂੰ ਯਕੀਨੀ ਬਣਾਏਗਾ। [212, 295, 389, 387]
byline-tag [26, 1763, 203, 1784]
column-rule [586, 84, 587, 2371]
headline: ਸੇਵਾ ਮੁਕਤੀ ਤੇ ਸਵਿੰਦਰ ਸਿੰਘ ਭੱਟੀ ਦਾ ਸਨਮਾਨ ਸਮਾਰੋਹ [976, 621, 1388, 644]
story-text: ਪ੍ਰਧਾਨ ਮੰਤਰੀ ਦੇ ਕਰਮਸ਼ਲ ਯੋਗਦਾਨ ਤੋਂ ਲੈ ਕੇ ਹਰ ਵਿਕਾਸ ਯੋਜਨਾ ਲੋਕਾਂ ਤੱਕ ਪਹੁੰਚਾਈ ਜਾ ਰਹੀ ਹੈ। [398, 1217, 578, 1262]
tag-special: ਵਿਸ਼ੇਸ਼ [669, 1502, 696, 1515]
divider [976, 1967, 1534, 1968]
story-khalsa-personality [976, 1601, 1534, 1964]
divider [26, 500, 580, 501]
story-rajinderpal [595, 1936, 959, 2373]
tag-paper: ਪੰਜਾਬ ਟਾਇਮਜ਼ [33, 1220, 96, 1233]
tag-paper: ਪੰਜਾਬ ਟਾਇਮਜ਼ [601, 965, 665, 978]
story-seva-mukti [976, 621, 1534, 1086]
story-text: ਇਹ ਦੇਖਿਆ ਗਿਆ ਕਿ ਕਈ ਅਹੁਦੇਦਾਰ ਪਾਰਟੀ ਦੇ ਨਾਂ ਦੀ ਗਲਤ ਵਰਤੋਂ ਕਰ ਰਹੇ ਸਨ, ਜਿਸ ਕਰਕੇ ਇਹ ਫ਼ੈਸਲਾ ਲਿਆ ਗਿਆ। [1357, 1185, 1534, 1246]
story-intl-blood [26, 1469, 580, 1929]
story-central-govt [26, 909, 580, 1458]
divider [595, 920, 959, 921]
headline: ਸੀਟੂ ਦੀ ਅਗਵਾਈ 'ਚ ਮਜ਼ਦੂਰਾਂ ਮਨਾਇਆ ਬਾਬਾ ਬੰਦਾ ਸਿੰਘ ਬਹਾਦਰ ਦਾ ਸ਼ਹੀਦੀ ਦਿਹਾੜਾ [976, 1975, 1508, 1994]
byline-tag [595, 1984, 771, 2005]
